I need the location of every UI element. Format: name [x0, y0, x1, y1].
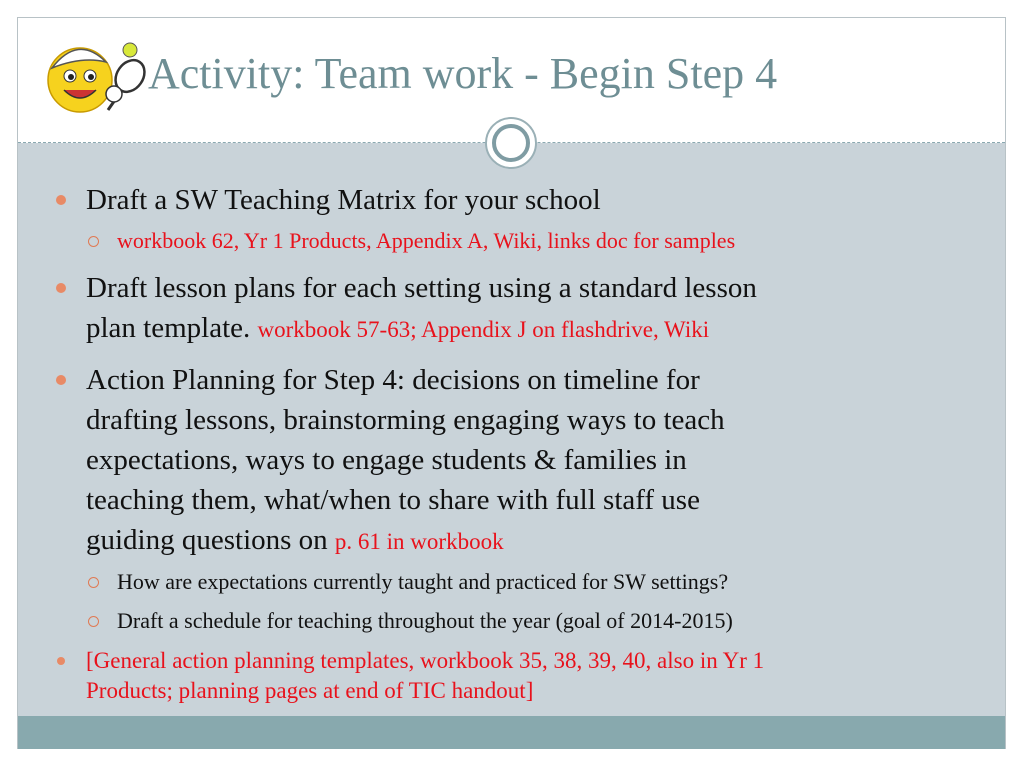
sub-bullet-circle-icon — [88, 616, 99, 627]
bullet-dot-icon — [57, 657, 65, 665]
bullet-matrix: Draft a SW Teaching Matrix for your school — [86, 184, 601, 216]
sub-bullet-workbook-links: workbook 62, Yr 1 Products, Appendix A, Wiki, links doc for samples — [117, 228, 736, 253]
bullet-dot-icon — [56, 283, 66, 293]
sub-bullet-draft-schedule: Draft a schedule for teaching throughout the year (goal of 2014-2015) — [117, 608, 733, 633]
bullet-action-planning-line5 — [86, 520, 504, 562]
bullet-action-planning-line3: expectations, ways to engage students & families in — [86, 444, 687, 476]
sub-bullet-circle-icon — [88, 577, 99, 588]
bullet-action-planning-line4: teaching them, what/when to share with full staff use — [86, 484, 700, 516]
bullet-lesson-plans-line1: Draft lesson plans for each setting using a standard lesson — [86, 272, 757, 304]
action-planning-reference: p. 61 in workbook — [334, 529, 504, 554]
sub-bullet-expectations-question: How are expectations currently taught and practiced for SW settings? — [117, 569, 729, 594]
bullet-dot-icon — [56, 195, 66, 205]
bullet-lesson-plans-line2 — [86, 308, 709, 350]
divider-ring-icon — [485, 117, 537, 169]
bullet-action-planning-line2: drafting lessons, brainstorming engaging ways to teach — [86, 404, 725, 436]
tennis-smiley-icon — [38, 28, 148, 120]
bullet-general-templates-line1: [General action planning templates, workbook 35, 38, 39, 40, also in Yr 1 — [86, 648, 765, 673]
bullet-general-templates-line2: Products; planning pages at end of TIC handout] — [86, 678, 534, 703]
slide-title: Activity: Team work - Begin Step 4 — [148, 49, 778, 98]
action-planning-text: guiding questions on — [86, 524, 328, 556]
footer-bar — [18, 716, 1005, 749]
sub-bullet-circle-icon — [88, 236, 99, 247]
bullet-action-planning-line1: Action Planning for Step 4: decisions on timeline for — [86, 364, 700, 396]
lesson-plans-reference: workbook 57-63; Appendix J on flashdrive, Wiki — [257, 317, 710, 342]
bullet-dot-icon — [56, 375, 66, 385]
lesson-plans-text: plan template. — [86, 312, 251, 344]
